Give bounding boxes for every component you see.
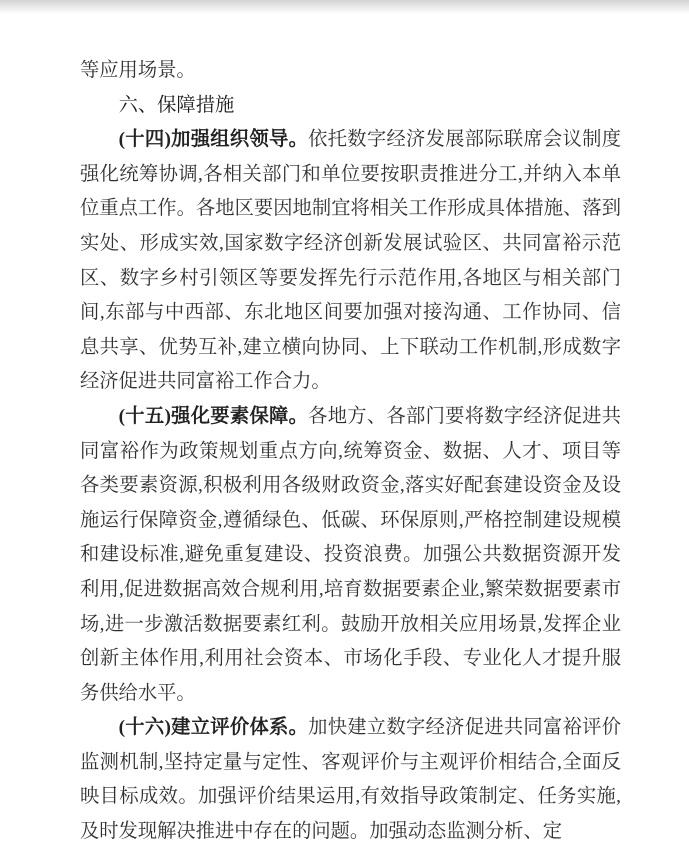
paragraph-14 bbox=[80, 123, 621, 400]
paragraph-15-label: (十五)强化要素保障。 bbox=[118, 405, 309, 427]
paragraph-16 bbox=[80, 711, 621, 849]
paragraph-16-body: 加快建立数字经济促进共同富裕评价监测机制,坚持定量与定性、客观评价与主观评价相结合,全面反映目标成效。加强评价结果运用,有效指导政策制定、任务实施,及时发现解决推进中存在的问题。加强动态监测分析、定 bbox=[80, 717, 621, 843]
paragraph-15-body: 各地方、各部门要将数字经济促进共同富裕作为政策规划重点方向,统筹资金、数据、人才、项目等各类要素资源,积极利用各级财政资金,落实好配套建设资金及设施运行保障资金,遵循绿色、低碳、环保原则,严格控制建设规模和建设标准,避免重复建设、投资浪费。加强公共数据资源开发利用,促进数据高效合规利用,培育数据要素企业,繁荣数据要素市场,进一步激活数据要素红利。鼓励开放相关应用场景,发挥企业创新主体作用,利用社会资本、市场化手段、专业化人才提升服务供给水平。 bbox=[80, 405, 621, 704]
page-top-shadow bbox=[0, 0, 689, 14]
paragraph-16-label: (十六)建立评价体系。 bbox=[118, 717, 309, 739]
paragraph-15 bbox=[80, 400, 621, 711]
document-content bbox=[80, 54, 621, 850]
section-heading: 六、保障措施 bbox=[118, 94, 235, 116]
paragraph-continuation: 等应用场景。 bbox=[80, 60, 196, 81]
paragraph-14-body: 依托数字经济发展部际联席会议制度强化统筹协调,各相关部门和单位要按职责推进分工,并纳入本单位重点工作。各地区要因地制宜将相关工作形成具体措施、落到实处、形成实效,国家数字经济创新发展试验区、共同富裕示范区、数字乡村引领区等要发挥先行示范作用,各地区与相关部门间,东部与中西部、东北地区间要加强对接沟通、工作协同、信息共享、优势互补,建立横向协同、上下联动工作机制,形成数字经济促进共同富裕工作合力。 bbox=[80, 129, 621, 393]
paragraph-14-label: (十四)加强组织领导。 bbox=[118, 129, 309, 151]
